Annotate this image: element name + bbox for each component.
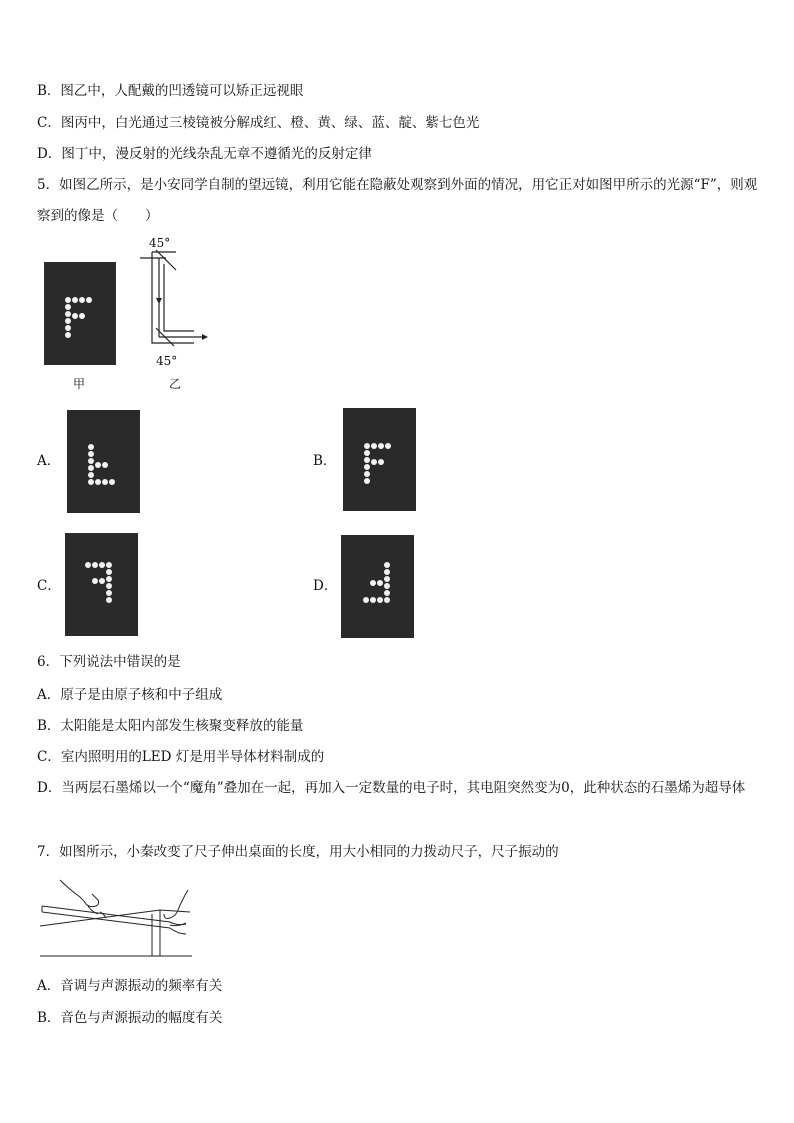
angle-top-label: 45° (149, 236, 171, 250)
periscope-diagram (138, 238, 218, 368)
q6-stem: 6．下列说法中错误的是 (37, 654, 181, 670)
q6-option-d: D．当两层石墨烯以一个“魔角”叠加在一起，再加入一定数量的电子时，其电阻突然变为0，此种状态的石墨烯为超导体 (37, 780, 746, 796)
q5-option-a-label[interactable]: A． (37, 453, 61, 469)
q7-ruler-figure (40, 876, 192, 958)
q5-stem: 5．如图乙所示，是小安同学自制的望远镜，利用它能在隐蔽处观察到外面的情况，用它正对如图甲所示的光源“F”，则观察到的像是（ ） (37, 177, 758, 224)
q5-option-d-label[interactable]: D． (313, 578, 338, 594)
q5-option-a-image[interactable] (67, 410, 140, 513)
ruler-on-table-icon (40, 876, 192, 958)
figure-yi-periscope (138, 238, 218, 368)
figure-jia-f-source (44, 262, 116, 365)
q7-option-b: B．音色与声源振动的幅度有关 (37, 1010, 223, 1026)
q5-option-c-label[interactable]: C． (37, 578, 61, 594)
figure-yi-label: 乙 (169, 377, 182, 391)
angle-bottom-label: 45° (156, 354, 178, 368)
q5-option-c-image[interactable] (65, 533, 138, 636)
q4-option-c: C．图丙中，白光通过三棱镜被分解成红、橙、黄、绿、蓝、靛、紫七色光 (37, 115, 480, 131)
f-letter-icon (44, 262, 116, 365)
q6-option-a: A．原子是由原子核和中子组成 (37, 687, 223, 703)
q7-option-a: A．音调与声源振动的频率有关 (37, 978, 223, 994)
q5-option-b-image[interactable] (343, 408, 416, 511)
q5-option-b-label[interactable]: B． (313, 453, 337, 469)
q6-option-b: B．太阳能是太阳内部发生核聚变释放的能量 (37, 718, 304, 734)
q6-option-c: C．室内照明用的LED 灯是用半导体材料制成的 (37, 749, 325, 765)
q4-option-b: B．图乙中，人配戴的凹透镜可以矫正远视眼 (37, 83, 304, 99)
q5-option-d-image[interactable] (341, 535, 414, 638)
q7-stem: 7．如图所示，小秦改变了尺子伸出桌面的长度，用大小相同的力拨动尺子，尺子振动的 (37, 844, 559, 860)
figure-jia-label: 甲 (73, 377, 86, 391)
q4-option-d: D．图丁中，漫反射的光线杂乱无章不遵循光的反射定律 (37, 146, 372, 162)
